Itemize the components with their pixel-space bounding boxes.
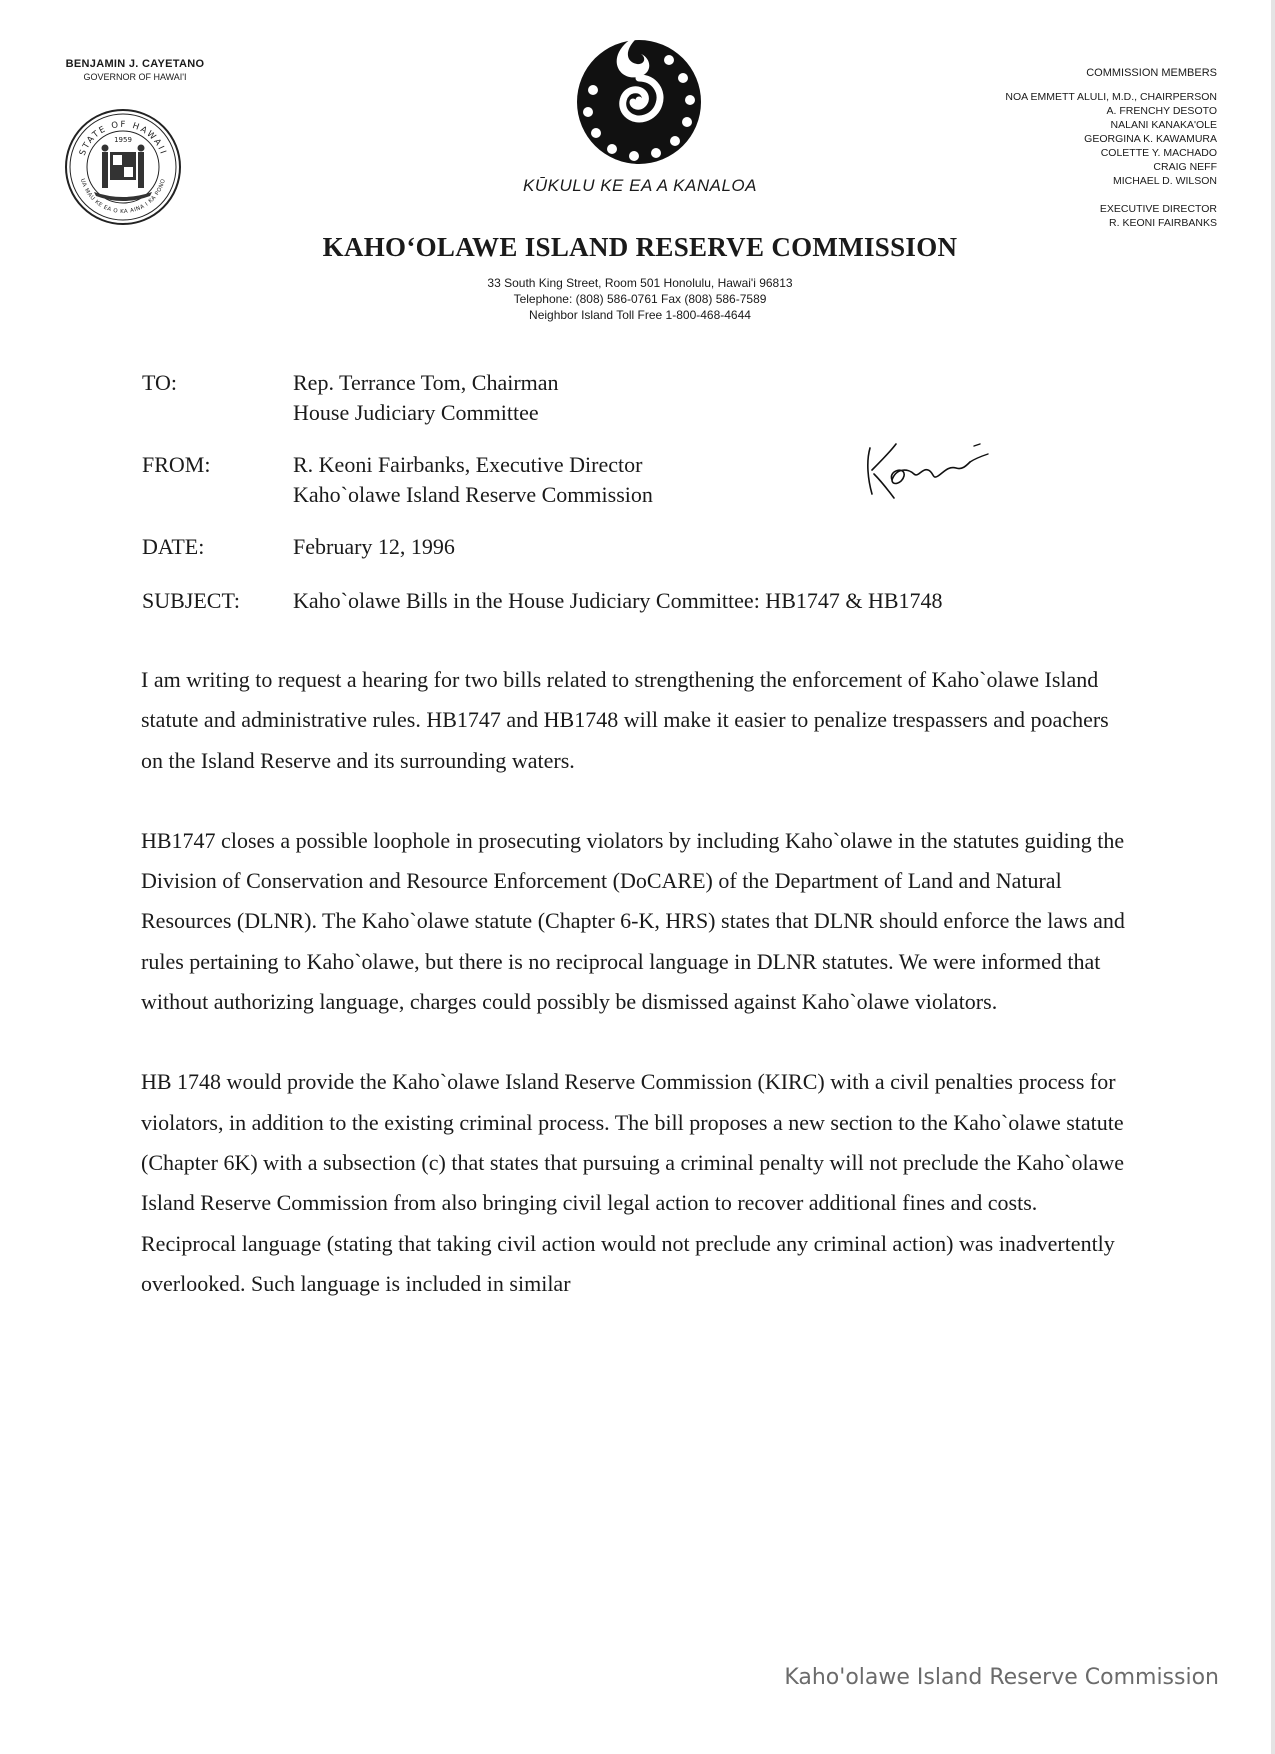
executive-director-heading: EXECUTIVE DIRECTOR <box>1099 203 1217 215</box>
page-edge-shadow <box>1271 0 1275 1754</box>
members-heading: COMMISSION MEMBERS <box>1086 67 1217 79</box>
from-line: R. Keoni Fairbanks, Executive Director <box>293 452 643 477</box>
to-value <box>293 368 1142 428</box>
member-name: NOA EMMETT ALULI, M.D., CHAIRPERSON <box>1005 91 1217 103</box>
phone-line: Telephone: (808) 586-0761 Fax (808) 586-7589 <box>513 292 767 306</box>
to-label: TO: <box>142 370 178 395</box>
letter-body <box>141 660 1131 1344</box>
governor-title: GOVERNOR OF HAWAI'I <box>83 72 187 82</box>
memo-to-row <box>142 368 1142 428</box>
governor-block <box>50 58 220 82</box>
memo-from-row <box>142 450 1142 510</box>
source-watermark: Kaho'olawe Island Reserve Commission <box>784 1665 1219 1690</box>
member-name: NALANI KANAKA'OLE <box>1110 119 1217 131</box>
subject-value: Kaho`olawe Bills in the House Judiciary Committee: HB1747 & HB1748 <box>293 588 943 613</box>
executive-director-name: R. KEONI FAIRBANKS <box>1109 217 1217 229</box>
member-name: A. FRENCHY DESOTO <box>1106 105 1217 117</box>
member-name: COLETTE Y. MACHADO <box>1100 147 1217 159</box>
seal-motto-text: UA MAU KE EA O KA AINA I KA PONO <box>78 178 168 216</box>
body-paragraph: HB1747 closes a possible loophole in prosecuting violators by including Kaho`olawe in the statutes guiding the Division of Conservation and Resource Enforcement (DoCARE) of the Department of Land and Natural Resources (DLNR). The Kaho`olawe statute (Chapter 6-K, HRS) states that DLNR should enforce the laws and rules pertaining to Kaho`olawe, but there is no reciprocal language in DLNR statutes. We were informed that without authorizing language, charges could possibly be dismissed against Kaho`olawe violators. <box>141 827 1125 1015</box>
members-list <box>897 90 1217 188</box>
svg-text:UA MAU KE EA O KA AINA I KA PO <box>79 178 167 215</box>
date-value: February 12, 1996 <box>293 534 455 559</box>
memo-subject-row <box>142 586 1142 616</box>
state-seal-icon <box>64 108 182 226</box>
commission-members-block <box>897 66 1217 230</box>
member-name: MICHAEL D. WILSON <box>1112 175 1217 187</box>
date-label: DATE: <box>142 534 205 559</box>
from-line: Kaho`olawe Island Reserve Commission <box>293 482 653 507</box>
body-paragraph: HB 1748 would provide the Kaho`olawe Island Reserve Commission (KIRC) with a civil penalties process for violators, in addition to the existing criminal process. The bill proposes a new section to the Kaho`olawe statute (Chapter 6K) with a subsection (c) that states that pursuing a criminal penalty will not preclude the Kaho`olawe Island Reserve Commission from also bringing civil legal action to recover additional fines and costs. Reciprocal language (stating that taking civil action would not preclude any criminal action) was inadvertently overlooked. Such language is included in similar <box>141 1069 1124 1296</box>
member-name: CRAIG NEFF <box>1153 161 1217 173</box>
memo-date-row <box>142 532 1142 562</box>
member-name: GEORGINA K. KAWAMURA <box>1084 133 1217 145</box>
memo-header <box>142 368 1142 616</box>
commission-address <box>340 275 940 323</box>
kirc-spiral-logo-icon <box>571 32 707 168</box>
subject-label: SUBJECT: <box>142 588 240 613</box>
from-value <box>293 450 1142 510</box>
to-line: Rep. Terrance Tom, Chairman <box>293 370 559 395</box>
seal-ring-text: STATE OF HAWAII <box>77 119 169 158</box>
address-line: 33 South King Street, Room 501 Honolulu, Hawai'i 96813 <box>487 276 793 290</box>
commission-motto: KŪKULU KE EA A KANALOA <box>523 176 757 195</box>
toll-free-line: Neighbor Island Toll Free 1-800-468-4644 <box>529 308 751 322</box>
body-paragraph: I am writing to request a hearing for two bills related to strengthening the enforcement of Kaho`olawe Island statute and administrative rules. HB1747 and HB1748 will make it easier to penalize trespassers and poachers on the Island Reserve and its surrounding waters. <box>141 667 1109 773</box>
signature-icon <box>862 440 992 502</box>
governor-name: BENJAMIN J. CAYETANO <box>65 58 205 70</box>
seal-year: 1959 <box>114 136 132 144</box>
from-label: FROM: <box>142 452 211 477</box>
to-line: House Judiciary Committee <box>293 400 539 425</box>
commission-title: KAHO‘OLAWE ISLAND RESERVE COMMISSION <box>322 232 958 262</box>
